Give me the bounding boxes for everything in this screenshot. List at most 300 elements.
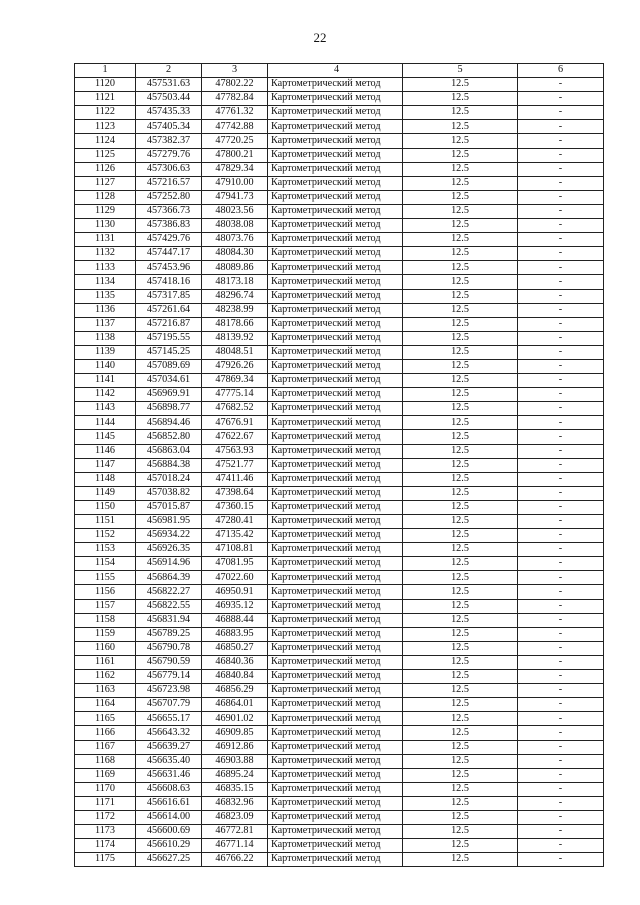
table-row — [75, 670, 604, 684]
dash-cell: - — [518, 204, 604, 218]
y-coordinate-cell: 48084.30 — [202, 247, 268, 261]
precision-cell: 12.5 — [403, 176, 518, 190]
point-number-cell: 1152 — [75, 529, 136, 543]
table-row — [75, 825, 604, 839]
table-row — [75, 557, 604, 571]
point-number-cell: 1139 — [75, 345, 136, 359]
method-cell: Картометрический метод — [268, 768, 403, 782]
method-cell: Картометрический метод — [268, 345, 403, 359]
x-coordinate-cell: 456822.55 — [136, 599, 202, 613]
column-header-4: 4 — [268, 64, 403, 78]
dash-cell: - — [518, 543, 604, 557]
y-coordinate-cell: 47521.77 — [202, 458, 268, 472]
method-cell: Картометрический метод — [268, 317, 403, 331]
point-number-cell: 1123 — [75, 120, 136, 134]
x-coordinate-cell: 456822.27 — [136, 585, 202, 599]
y-coordinate-cell: 48089.86 — [202, 261, 268, 275]
method-cell: Картометрический метод — [268, 430, 403, 444]
x-coordinate-cell: 457261.64 — [136, 303, 202, 317]
table-row — [75, 472, 604, 486]
dash-cell: - — [518, 853, 604, 867]
dash-cell: - — [518, 655, 604, 669]
precision-cell: 12.5 — [403, 162, 518, 176]
point-number-cell: 1155 — [75, 571, 136, 585]
point-number-cell: 1124 — [75, 134, 136, 148]
precision-cell: 12.5 — [403, 374, 518, 388]
y-coordinate-cell: 47280.41 — [202, 515, 268, 529]
x-coordinate-cell: 456981.95 — [136, 515, 202, 529]
x-coordinate-cell: 457503.44 — [136, 92, 202, 106]
table-row — [75, 543, 604, 557]
precision-cell: 12.5 — [403, 627, 518, 641]
dash-cell: - — [518, 529, 604, 543]
x-coordinate-cell: 456608.63 — [136, 782, 202, 796]
method-cell: Картометрический метод — [268, 162, 403, 176]
method-cell: Картометрический метод — [268, 670, 403, 684]
table-row — [75, 810, 604, 824]
y-coordinate-cell: 48023.56 — [202, 204, 268, 218]
dash-cell: - — [518, 684, 604, 698]
point-number-cell: 1127 — [75, 176, 136, 190]
table-row — [75, 684, 604, 698]
method-cell: Картометрический метод — [268, 853, 403, 867]
point-number-cell: 1122 — [75, 106, 136, 120]
precision-cell: 12.5 — [403, 430, 518, 444]
method-cell: Картометрический метод — [268, 261, 403, 275]
method-cell: Картометрический метод — [268, 247, 403, 261]
table-row — [75, 303, 604, 317]
table-row — [75, 289, 604, 303]
method-cell: Картометрический метод — [268, 655, 403, 669]
dash-cell: - — [518, 458, 604, 472]
method-cell: Картометрический метод — [268, 599, 403, 613]
precision-cell: 12.5 — [403, 402, 518, 416]
x-coordinate-cell: 457038.82 — [136, 486, 202, 500]
x-coordinate-cell: 457145.25 — [136, 345, 202, 359]
point-number-cell: 1130 — [75, 219, 136, 233]
dash-cell: - — [518, 317, 604, 331]
y-coordinate-cell: 47720.25 — [202, 134, 268, 148]
point-number-cell: 1146 — [75, 444, 136, 458]
y-coordinate-cell: 48173.18 — [202, 275, 268, 289]
method-cell: Картометрический метод — [268, 134, 403, 148]
x-coordinate-cell: 457317.85 — [136, 289, 202, 303]
x-coordinate-cell: 456635.40 — [136, 754, 202, 768]
y-coordinate-cell: 47108.81 — [202, 543, 268, 557]
x-coordinate-cell: 456616.61 — [136, 796, 202, 810]
dash-cell: - — [518, 402, 604, 416]
dash-cell: - — [518, 825, 604, 839]
table-row — [75, 247, 604, 261]
precision-cell: 12.5 — [403, 359, 518, 373]
dash-cell: - — [518, 726, 604, 740]
table-header-row — [75, 64, 604, 78]
column-header-5: 5 — [403, 64, 518, 78]
method-cell: Картометрический метод — [268, 190, 403, 204]
y-coordinate-cell: 46771.14 — [202, 839, 268, 853]
y-coordinate-cell: 46901.02 — [202, 712, 268, 726]
precision-cell: 12.5 — [403, 796, 518, 810]
x-coordinate-cell: 457405.34 — [136, 120, 202, 134]
point-number-cell: 1161 — [75, 655, 136, 669]
precision-cell: 12.5 — [403, 219, 518, 233]
method-cell: Картометрический метод — [268, 796, 403, 810]
y-coordinate-cell: 47802.22 — [202, 78, 268, 92]
point-number-cell: 1168 — [75, 754, 136, 768]
dash-cell: - — [518, 712, 604, 726]
dash-cell: - — [518, 106, 604, 120]
x-coordinate-cell: 457386.83 — [136, 219, 202, 233]
point-number-cell: 1170 — [75, 782, 136, 796]
y-coordinate-cell: 47782.84 — [202, 92, 268, 106]
point-number-cell: 1136 — [75, 303, 136, 317]
y-coordinate-cell: 47761.32 — [202, 106, 268, 120]
method-cell: Картометрический метод — [268, 754, 403, 768]
dash-cell: - — [518, 641, 604, 655]
point-number-cell: 1167 — [75, 740, 136, 754]
y-coordinate-cell: 48038.08 — [202, 219, 268, 233]
precision-cell: 12.5 — [403, 275, 518, 289]
y-coordinate-cell: 47800.21 — [202, 148, 268, 162]
dash-cell: - — [518, 92, 604, 106]
y-coordinate-cell: 46840.84 — [202, 670, 268, 684]
method-cell: Картометрический метод — [268, 374, 403, 388]
y-coordinate-cell: 47022.60 — [202, 571, 268, 585]
y-coordinate-cell: 46883.95 — [202, 627, 268, 641]
method-cell: Картометрический метод — [268, 500, 403, 514]
point-number-cell: 1120 — [75, 78, 136, 92]
y-coordinate-cell: 48139.92 — [202, 331, 268, 345]
precision-cell: 12.5 — [403, 331, 518, 345]
method-cell: Картометрический метод — [268, 810, 403, 824]
table-row — [75, 430, 604, 444]
table-row — [75, 345, 604, 359]
precision-cell: 12.5 — [403, 670, 518, 684]
table-row — [75, 374, 604, 388]
method-cell: Картометрический метод — [268, 825, 403, 839]
dash-cell: - — [518, 78, 604, 92]
precision-cell: 12.5 — [403, 726, 518, 740]
precision-cell: 12.5 — [403, 92, 518, 106]
y-coordinate-cell: 46772.81 — [202, 825, 268, 839]
method-cell: Картометрический метод — [268, 233, 403, 247]
table-row — [75, 754, 604, 768]
dash-cell: - — [518, 134, 604, 148]
method-cell: Картометрический метод — [268, 106, 403, 120]
precision-cell: 12.5 — [403, 613, 518, 627]
table-row — [75, 261, 604, 275]
column-header-3: 3 — [202, 64, 268, 78]
y-coordinate-cell: 46856.29 — [202, 684, 268, 698]
precision-cell: 12.5 — [403, 78, 518, 92]
y-coordinate-cell: 46766.22 — [202, 853, 268, 867]
table-row — [75, 698, 604, 712]
x-coordinate-cell: 456926.35 — [136, 543, 202, 557]
dash-cell: - — [518, 782, 604, 796]
point-number-cell: 1128 — [75, 190, 136, 204]
table-row — [75, 712, 604, 726]
y-coordinate-cell: 46840.36 — [202, 655, 268, 669]
precision-cell: 12.5 — [403, 289, 518, 303]
x-coordinate-cell: 456643.32 — [136, 726, 202, 740]
y-coordinate-cell: 46903.88 — [202, 754, 268, 768]
method-cell: Картометрический метод — [268, 472, 403, 486]
y-coordinate-cell: 47081.95 — [202, 557, 268, 571]
x-coordinate-cell: 456852.80 — [136, 430, 202, 444]
dash-cell: - — [518, 515, 604, 529]
y-coordinate-cell: 48178.66 — [202, 317, 268, 331]
point-number-cell: 1148 — [75, 472, 136, 486]
y-coordinate-cell: 48296.74 — [202, 289, 268, 303]
x-coordinate-cell: 456884.38 — [136, 458, 202, 472]
y-coordinate-cell: 47941.73 — [202, 190, 268, 204]
x-coordinate-cell: 457216.57 — [136, 176, 202, 190]
method-cell: Картометрический метод — [268, 529, 403, 543]
y-coordinate-cell: 46850.27 — [202, 641, 268, 655]
y-coordinate-cell: 47676.91 — [202, 416, 268, 430]
table-row — [75, 853, 604, 867]
x-coordinate-cell: 456610.29 — [136, 839, 202, 853]
table-row — [75, 500, 604, 514]
precision-cell: 12.5 — [403, 529, 518, 543]
point-number-cell: 1160 — [75, 641, 136, 655]
x-coordinate-cell: 457195.55 — [136, 331, 202, 345]
precision-cell: 12.5 — [403, 585, 518, 599]
y-coordinate-cell: 48073.76 — [202, 233, 268, 247]
table-row — [75, 162, 604, 176]
table-row — [75, 613, 604, 627]
precision-cell: 12.5 — [403, 458, 518, 472]
x-coordinate-cell: 456831.94 — [136, 613, 202, 627]
point-number-cell: 1126 — [75, 162, 136, 176]
point-number-cell: 1129 — [75, 204, 136, 218]
dash-cell: - — [518, 810, 604, 824]
point-number-cell: 1144 — [75, 416, 136, 430]
table-row — [75, 275, 604, 289]
dash-cell: - — [518, 162, 604, 176]
point-number-cell: 1138 — [75, 331, 136, 345]
precision-cell: 12.5 — [403, 486, 518, 500]
x-coordinate-cell: 456789.25 — [136, 627, 202, 641]
point-number-cell: 1147 — [75, 458, 136, 472]
x-coordinate-cell: 457252.80 — [136, 190, 202, 204]
y-coordinate-cell: 47360.15 — [202, 500, 268, 514]
point-number-cell: 1172 — [75, 810, 136, 824]
x-coordinate-cell: 456864.39 — [136, 571, 202, 585]
precision-cell: 12.5 — [403, 599, 518, 613]
dash-cell: - — [518, 571, 604, 585]
dash-cell: - — [518, 796, 604, 810]
method-cell: Картометрический метод — [268, 219, 403, 233]
table-row — [75, 78, 604, 92]
precision-cell: 12.5 — [403, 825, 518, 839]
point-number-cell: 1135 — [75, 289, 136, 303]
precision-cell: 12.5 — [403, 233, 518, 247]
y-coordinate-cell: 46823.09 — [202, 810, 268, 824]
y-coordinate-cell: 47926.26 — [202, 359, 268, 373]
table-row — [75, 204, 604, 218]
point-number-cell: 1151 — [75, 515, 136, 529]
y-coordinate-cell: 47742.88 — [202, 120, 268, 134]
x-coordinate-cell: 456639.27 — [136, 740, 202, 754]
dash-cell: - — [518, 359, 604, 373]
precision-cell: 12.5 — [403, 655, 518, 669]
y-coordinate-cell: 48048.51 — [202, 345, 268, 359]
dash-cell: - — [518, 613, 604, 627]
dash-cell: - — [518, 303, 604, 317]
x-coordinate-cell: 456779.14 — [136, 670, 202, 684]
method-cell: Картометрический метод — [268, 782, 403, 796]
y-coordinate-cell: 47869.34 — [202, 374, 268, 388]
table-row — [75, 134, 604, 148]
method-cell: Картометрический метод — [268, 444, 403, 458]
table-row — [75, 219, 604, 233]
dash-cell: - — [518, 585, 604, 599]
table-row — [75, 796, 604, 810]
precision-cell: 12.5 — [403, 345, 518, 359]
dash-cell: - — [518, 444, 604, 458]
point-number-cell: 1140 — [75, 359, 136, 373]
method-cell: Картометрический метод — [268, 740, 403, 754]
method-cell: Картометрический метод — [268, 416, 403, 430]
precision-cell: 12.5 — [403, 768, 518, 782]
table-row — [75, 106, 604, 120]
precision-cell: 12.5 — [403, 754, 518, 768]
point-number-cell: 1134 — [75, 275, 136, 289]
point-number-cell: 1132 — [75, 247, 136, 261]
point-number-cell: 1156 — [75, 585, 136, 599]
precision-cell: 12.5 — [403, 571, 518, 585]
dash-cell: - — [518, 247, 604, 261]
page-number: 22 — [313, 30, 327, 45]
point-number-cell: 1141 — [75, 374, 136, 388]
y-coordinate-cell: 47135.42 — [202, 529, 268, 543]
dash-cell: - — [518, 388, 604, 402]
precision-cell: 12.5 — [403, 190, 518, 204]
dash-cell: - — [518, 698, 604, 712]
table-row — [75, 839, 604, 853]
precision-cell: 12.5 — [403, 303, 518, 317]
point-number-cell: 1166 — [75, 726, 136, 740]
table-row — [75, 571, 604, 585]
dash-cell: - — [518, 599, 604, 613]
table-row — [75, 585, 604, 599]
point-number-cell: 1158 — [75, 613, 136, 627]
method-cell: Картометрический метод — [268, 148, 403, 162]
dash-cell: - — [518, 374, 604, 388]
method-cell: Картометрический метод — [268, 289, 403, 303]
table-row — [75, 176, 604, 190]
point-number-cell: 1150 — [75, 500, 136, 514]
method-cell: Картометрический метод — [268, 571, 403, 585]
precision-cell: 12.5 — [403, 500, 518, 514]
dash-cell: - — [518, 754, 604, 768]
x-coordinate-cell: 456790.78 — [136, 641, 202, 655]
method-cell: Картометрический метод — [268, 613, 403, 627]
x-coordinate-cell: 456914.96 — [136, 557, 202, 571]
y-coordinate-cell: 47398.64 — [202, 486, 268, 500]
table-row — [75, 317, 604, 331]
precision-cell: 12.5 — [403, 134, 518, 148]
x-coordinate-cell: 457418.16 — [136, 275, 202, 289]
dash-cell: - — [518, 120, 604, 134]
precision-cell: 12.5 — [403, 120, 518, 134]
method-cell: Картометрический метод — [268, 275, 403, 289]
dash-cell: - — [518, 627, 604, 641]
point-number-cell: 1169 — [75, 768, 136, 782]
method-cell: Картометрический метод — [268, 515, 403, 529]
dash-cell: - — [518, 500, 604, 514]
dash-cell: - — [518, 670, 604, 684]
x-coordinate-cell: 457015.87 — [136, 500, 202, 514]
method-cell: Картометрический метод — [268, 120, 403, 134]
point-number-cell: 1131 — [75, 233, 136, 247]
point-number-cell: 1162 — [75, 670, 136, 684]
precision-cell: 12.5 — [403, 810, 518, 824]
dash-cell: - — [518, 233, 604, 247]
column-header-1: 1 — [75, 64, 136, 78]
dash-cell: - — [518, 416, 604, 430]
point-number-cell: 1154 — [75, 557, 136, 571]
y-coordinate-cell: 47563.93 — [202, 444, 268, 458]
x-coordinate-cell: 457453.96 — [136, 261, 202, 275]
method-cell: Картометрический метод — [268, 303, 403, 317]
method-cell: Картометрический метод — [268, 78, 403, 92]
point-number-cell: 1153 — [75, 543, 136, 557]
x-coordinate-cell: 456934.22 — [136, 529, 202, 543]
table-row — [75, 444, 604, 458]
dash-cell: - — [518, 148, 604, 162]
precision-cell: 12.5 — [403, 106, 518, 120]
x-coordinate-cell: 456863.04 — [136, 444, 202, 458]
point-number-cell: 1165 — [75, 712, 136, 726]
x-coordinate-cell: 456707.79 — [136, 698, 202, 712]
precision-cell: 12.5 — [403, 472, 518, 486]
precision-cell: 12.5 — [403, 698, 518, 712]
x-coordinate-cell: 457034.61 — [136, 374, 202, 388]
precision-cell: 12.5 — [403, 515, 518, 529]
table-row — [75, 359, 604, 373]
table-row — [75, 529, 604, 543]
precision-cell: 12.5 — [403, 247, 518, 261]
method-cell: Картометрический метод — [268, 726, 403, 740]
table-body — [75, 78, 604, 867]
method-cell: Картометрический метод — [268, 641, 403, 655]
point-number-cell: 1121 — [75, 92, 136, 106]
dash-cell: - — [518, 331, 604, 345]
point-number-cell: 1163 — [75, 684, 136, 698]
method-cell: Картометрический метод — [268, 388, 403, 402]
table-row — [75, 416, 604, 430]
y-coordinate-cell: 48238.99 — [202, 303, 268, 317]
table-row — [75, 740, 604, 754]
table-row — [75, 92, 604, 106]
table-row — [75, 402, 604, 416]
table-row — [75, 233, 604, 247]
dash-cell: - — [518, 430, 604, 444]
table-row — [75, 486, 604, 500]
method-cell: Картометрический метод — [268, 331, 403, 345]
dash-cell: - — [518, 261, 604, 275]
method-cell: Картометрический метод — [268, 585, 403, 599]
y-coordinate-cell: 46935.12 — [202, 599, 268, 613]
table-row — [75, 782, 604, 796]
precision-cell: 12.5 — [403, 148, 518, 162]
method-cell: Картометрический метод — [268, 176, 403, 190]
x-coordinate-cell: 456894.46 — [136, 416, 202, 430]
x-coordinate-cell: 457306.63 — [136, 162, 202, 176]
precision-cell: 12.5 — [403, 641, 518, 655]
